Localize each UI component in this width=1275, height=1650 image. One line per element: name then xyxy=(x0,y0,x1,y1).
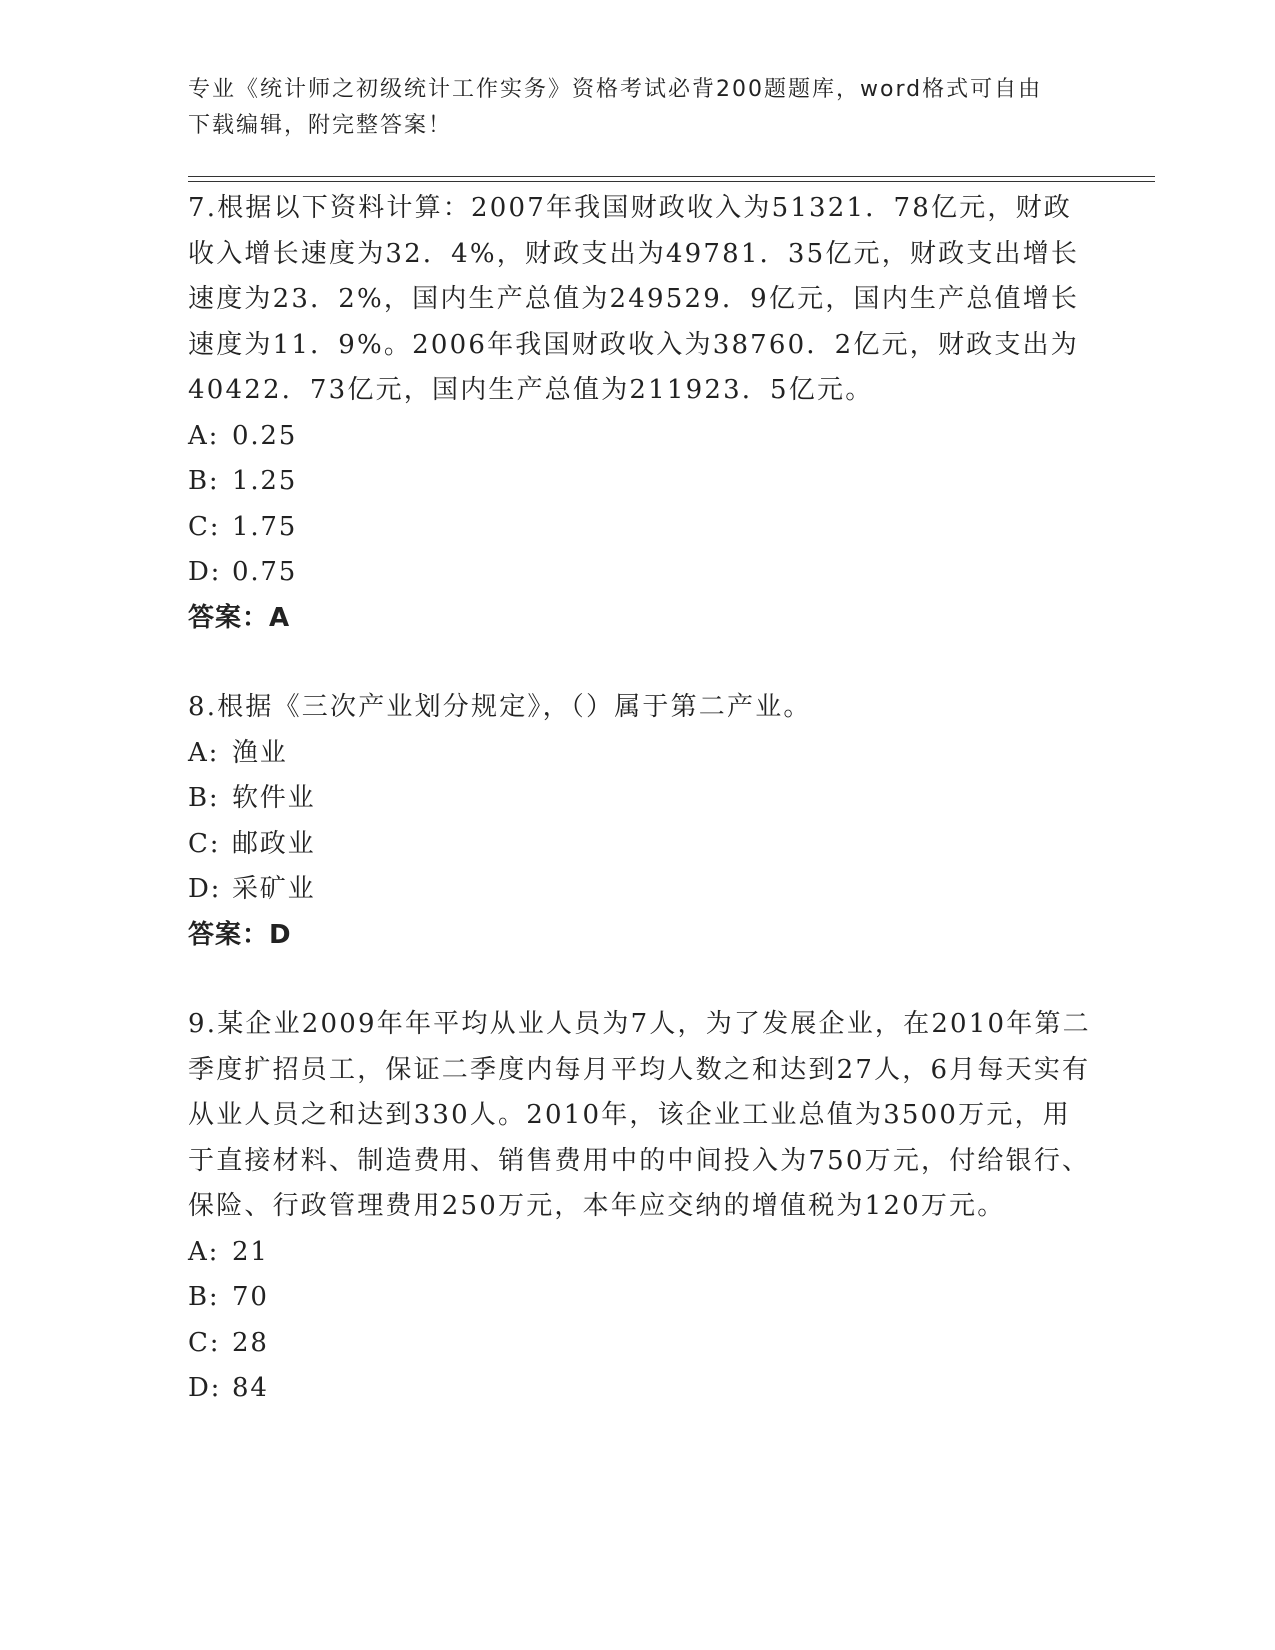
option-letter: B: xyxy=(188,1282,220,1312)
option-text: 采矿业 xyxy=(232,874,316,904)
header-title-line-1: 专业《统计师之初级统计工作实务》资格考试必背200题题库，word格式可自由 xyxy=(188,77,1043,102)
question-8-stem: 8.根据《三次产业划分规定》，（）属于第二产业。 xyxy=(188,692,812,722)
question-8-answer: 答案：D xyxy=(188,919,292,950)
question-9-option-b xyxy=(188,1275,1098,1321)
option-text: 1.25 xyxy=(232,466,298,496)
option-letter: A: xyxy=(188,1236,220,1267)
question-list xyxy=(188,186,1098,1456)
document-header xyxy=(188,72,1068,144)
option-text: 0.75 xyxy=(232,557,298,587)
option-letter: C: xyxy=(188,1327,221,1358)
question-9-option-c xyxy=(188,1321,1098,1367)
question-7-answer: 答案：A xyxy=(188,602,291,633)
option-letter: A: xyxy=(188,420,220,451)
option-letter: A: xyxy=(188,737,220,768)
option-text: 1.75 xyxy=(232,511,298,542)
option-text: 软件业 xyxy=(232,783,316,813)
option-text: 21 xyxy=(232,1236,269,1267)
question-7-option-a xyxy=(188,414,1098,460)
question-7-stem: 7.根据以下资料计算：2007年我国财政收入为51321．78亿元，财政收入增长速度为32．4%，财政支出为49781．35亿元，财政支出增长速度为23．2%，国内生产总值为249529．9亿元，国内生产总值增长速度为11．9%。2006年我国财政收入为38760．2亿元，财政支出为40422．73亿元，国内生产总值为211923．5亿元。 xyxy=(188,193,1080,405)
question-8-option-d xyxy=(188,867,1098,913)
question-7-option-d xyxy=(188,550,1098,596)
header-title-line-2: 下载编辑，附完整答案！ xyxy=(188,113,453,138)
question-7 xyxy=(188,186,1098,641)
option-letter: D: xyxy=(188,557,222,587)
option-letter: B: xyxy=(188,466,220,496)
question-8-option-c xyxy=(188,822,1098,868)
question-9-option-d xyxy=(188,1366,1098,1412)
option-text: 28 xyxy=(232,1327,269,1358)
header-divider xyxy=(188,176,1155,182)
question-7-option-b xyxy=(188,459,1098,505)
question-8-option-a xyxy=(188,731,1098,777)
option-letter: B: xyxy=(188,783,220,813)
question-9-stem: 9.某企业2009年年平均从业人员为7人，为了发展企业，在2010年第二季度扩招员工，保证二季度内每月平均人数之和达到27人，6月每天实有从业人员之和达到330人。2010年，该企业工业总值为3500万元，用于直接材料、制造费用、销售费用中的中间投入为750万元，付给银行、保险、行政管理费用250万元，本年应交纳的增值税为120万元。 xyxy=(188,1009,1091,1221)
option-letter: D: xyxy=(188,1373,222,1403)
question-8 xyxy=(188,685,1098,958)
option-letter: C: xyxy=(188,511,221,542)
option-text: 0.25 xyxy=(232,420,298,451)
option-letter: D: xyxy=(188,874,222,904)
option-text: 84 xyxy=(232,1373,269,1403)
question-7-option-c xyxy=(188,505,1098,551)
option-text: 渔业 xyxy=(232,737,288,768)
question-9 xyxy=(188,1002,1098,1412)
option-text: 70 xyxy=(232,1282,269,1312)
option-letter: C: xyxy=(188,828,221,859)
question-9-option-a xyxy=(188,1230,1098,1276)
question-8-option-b xyxy=(188,776,1098,822)
option-text: 邮政业 xyxy=(232,828,316,859)
